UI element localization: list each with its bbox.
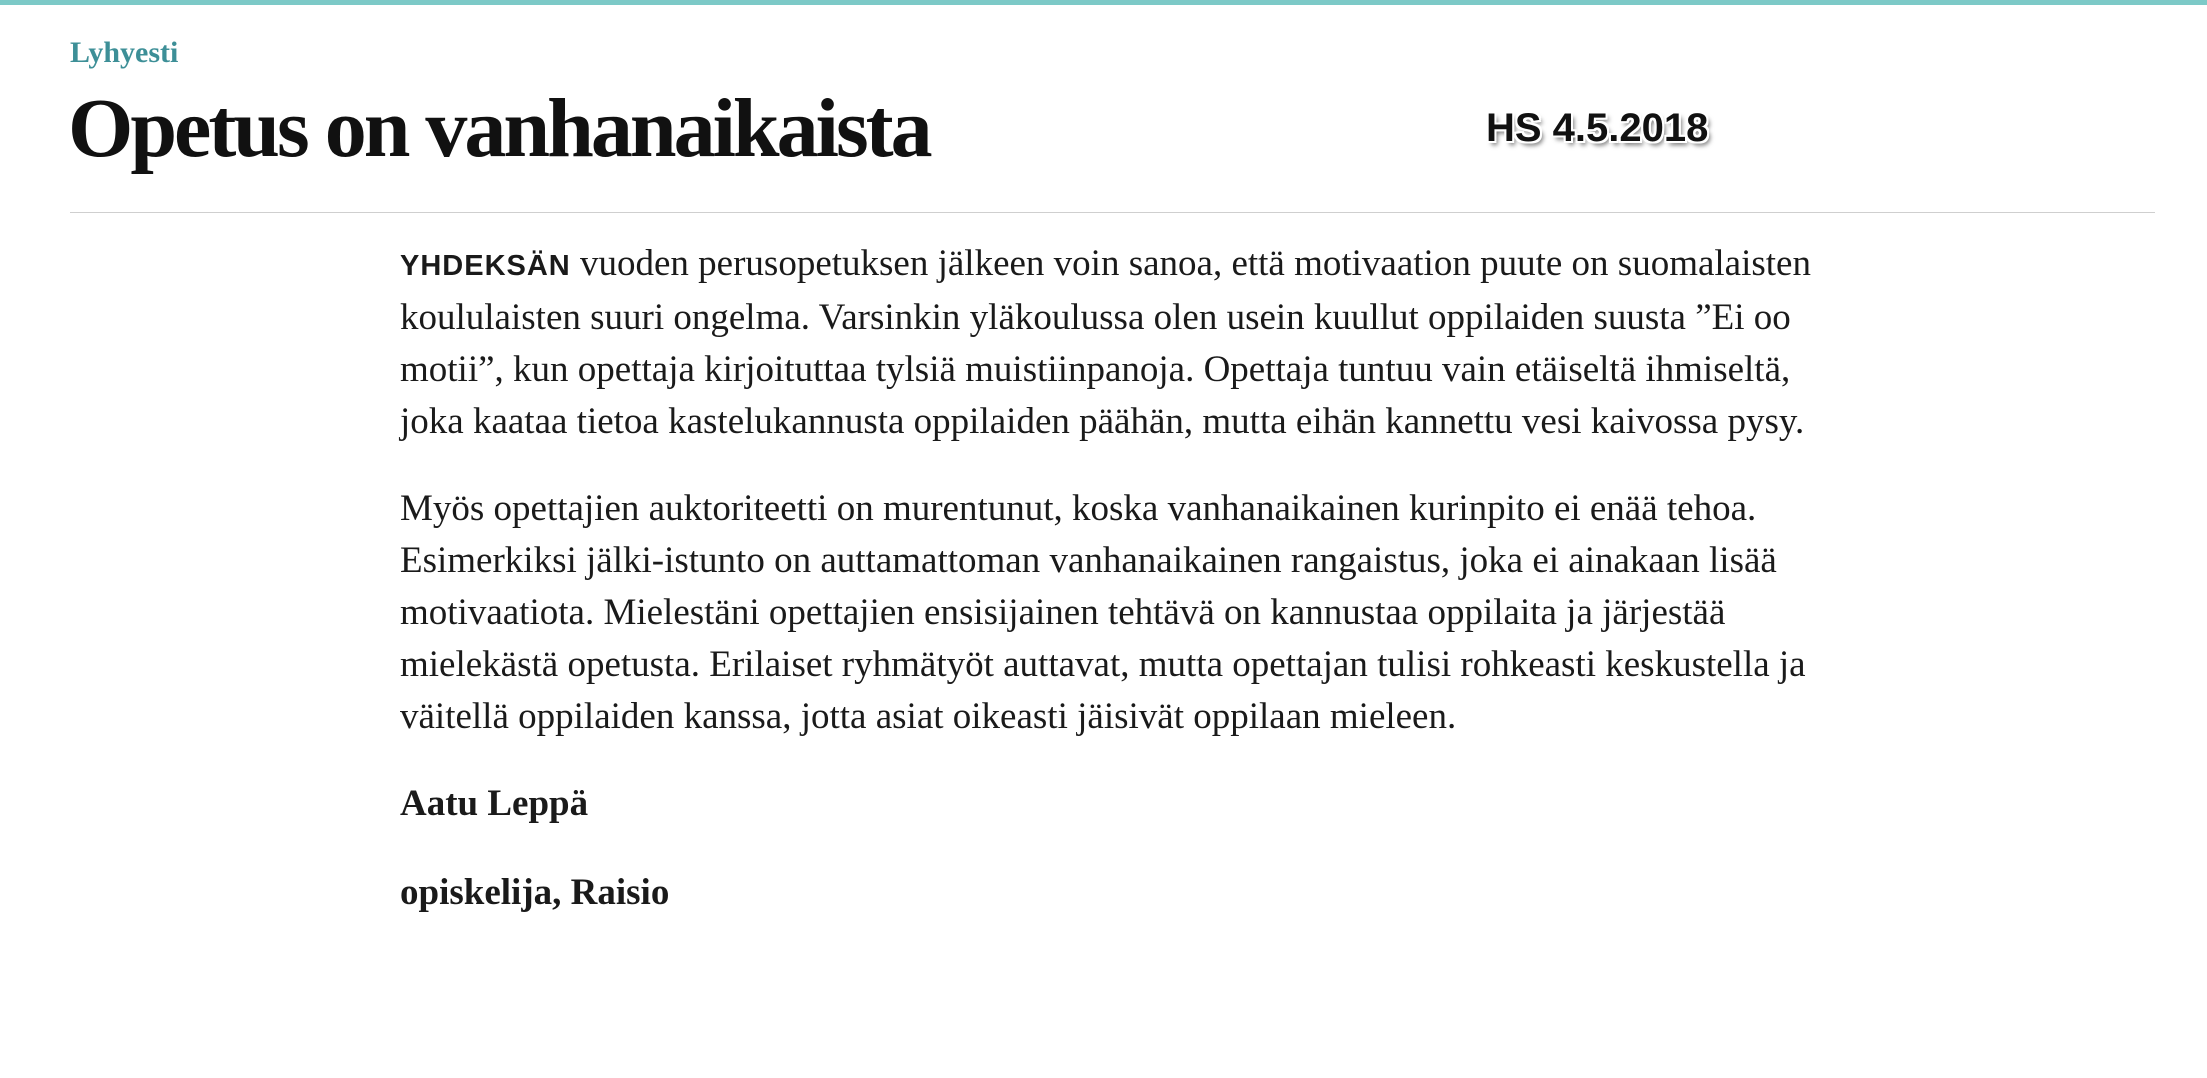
author-name: Aatu Leppä	[400, 783, 589, 824]
top-accent-bar	[0, 0, 2207, 5]
author-title: opiskelija, Raisio	[400, 872, 670, 913]
article-headline: Opetus on vanhanaikaista	[68, 82, 930, 175]
header-divider	[70, 212, 2155, 213]
article-body	[400, 238, 1840, 956]
paragraph-1-text: vuoden perusopetuksen jälkeen voin sanoa, että motivaation puute on suomalaisten koululaisten suuri ongelma. Varsinkin yläkoulussa olen usein kuullut oppilaiden suusta ”Ei oo motii”, kun opettaja kirjoituttaa tylsiä muistiinpanoja. Opettaja tuntuu vain etäiseltä ihmiseltä, joka kaataa tietoa kastelukannusta oppilaiden päähän, mutta eihän kannettu vesi kaivossa pysy.	[400, 243, 1811, 442]
section-label[interactable]: Lyhyesti	[70, 36, 179, 69]
article-paragraph-1	[400, 238, 1840, 448]
source-date-stamp: HS 4.5.2018	[1486, 106, 1709, 150]
article-paragraph-2: Myös opettajien auktoriteetti on murentunut, koska vanhanaikainen kurinpito ei enää tehoa. Esimerkiksi jälki-istunto on auttamattoman vanhanaikainen rangaistus, joka ei ainakaan lisää motivaatiota. Mielestäni opettajien ensisijainen tehtävä on kannustaa oppilaita ja järjestää mielekästä opetusta. Erilaiset ryhmätyöt auttavat, mutta opettajan tulisi rohkeasti keskustella ja väitellä oppilaiden kanssa, jotta asiat oikeasti jäisivät oppilaan mieleen.	[400, 488, 1806, 737]
lead-word: YHDEKSÄN	[400, 250, 571, 282]
